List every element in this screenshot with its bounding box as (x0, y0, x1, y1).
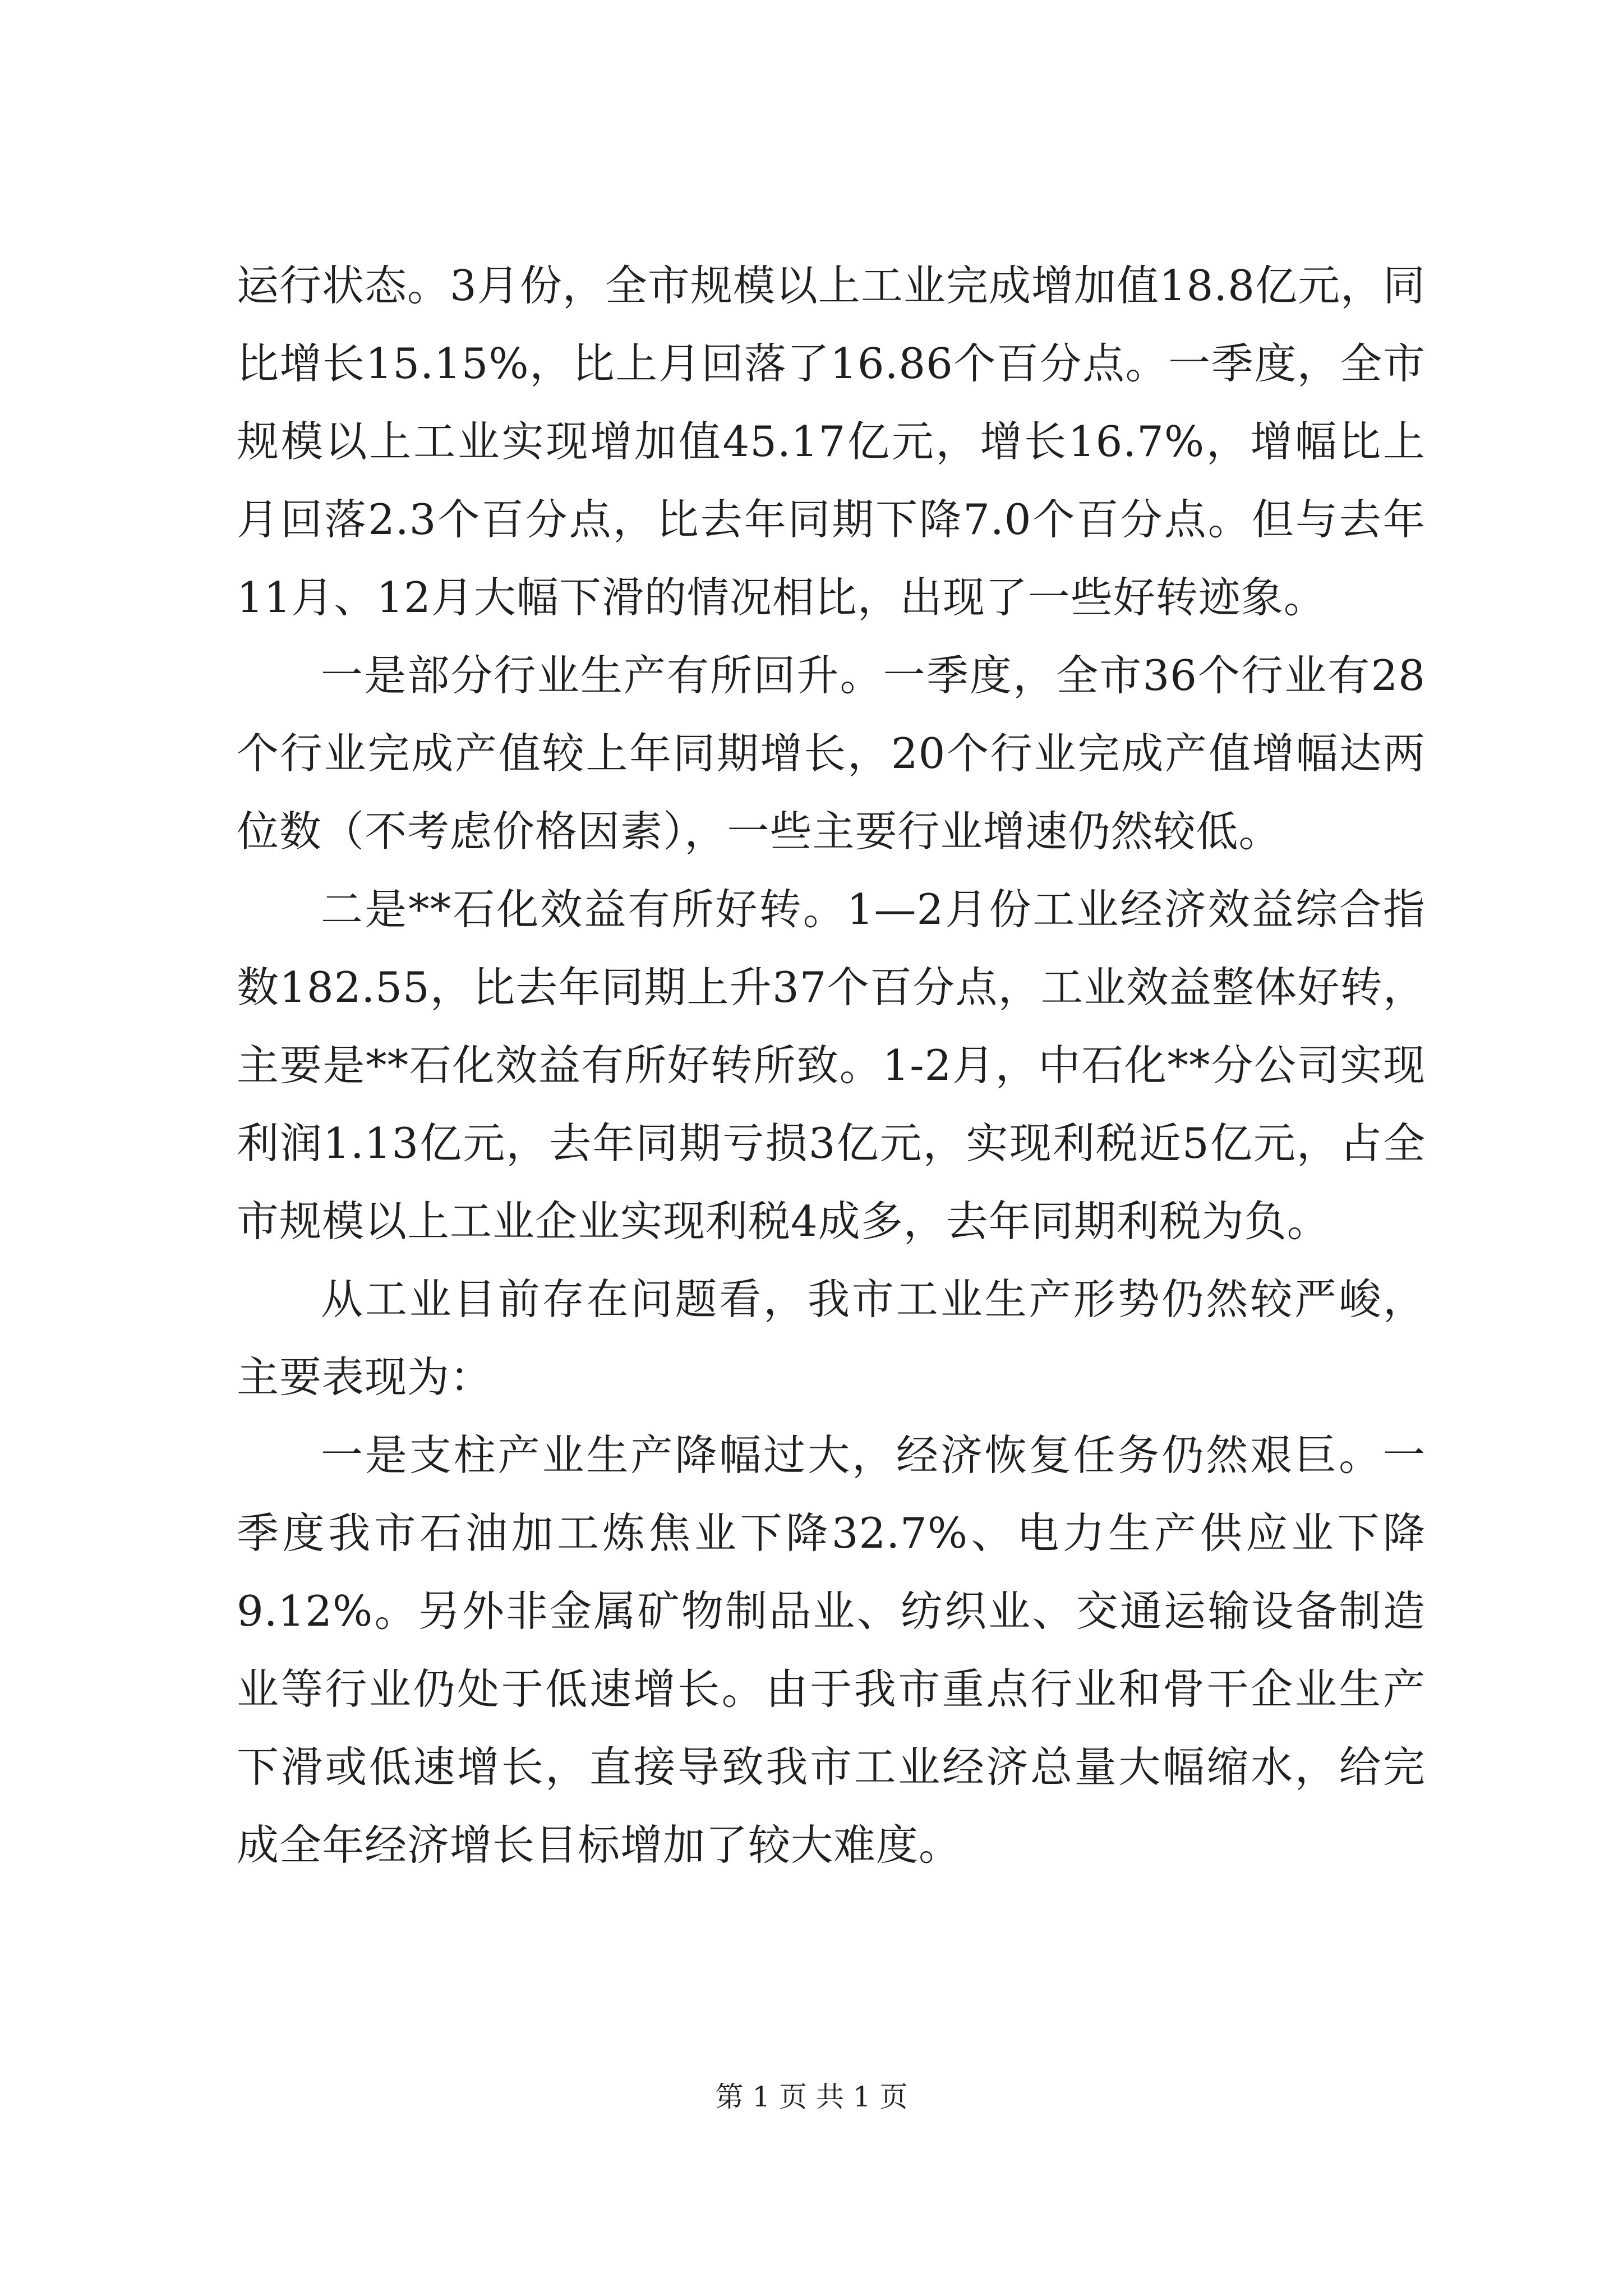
page-footer: 第 1 页 共 1 页 (715, 2081, 908, 2113)
paragraph-2: 一是部分行业生产有所回升。一季度，全市36个行业有28个行业完成产值较上年同期增长，20个行业完成产值增幅达两位数（不考虑价格因素），一些主要行业增速仍然较低。 (237, 651, 1426, 856)
document-body (237, 247, 1426, 1884)
paragraph-5: 一是支柱产业生产降幅过大，经济恢复任务仍然艰巨。一季度我市石油加工炼焦业下降32.7%、电力生产供应业下降9.12%。另外非金属矿物制品业、纺织业、交通运输设备制造业等行业仍处于低速增长。由于我市重点行业和骨干企业生产下滑或低速增长，直接导致我市工业经济总量大幅缩水，给完成全年经济增长目标增加了较大难度。 (237, 1430, 1426, 1870)
paragraph-1: 运行状态。3月份，全市规模以上工业完成增加值18.8亿元，同比增长15.15%，比上月回落了16.86个百分点。一季度，全市规模以上工业实现增加值45.17亿元，增长16.7%，增幅比上月回落2.3个百分点，比去年同期下降7.0个百分点。但与去年11月、12月大幅下滑的情况相比，出现了一些好转迹象。 (237, 261, 1426, 622)
paragraph-3: 二是**石化效益有所好转。1—2月份工业经济效益综合指数182.55，比去年同期上升37个百分点，工业效益整体好转，主要是**石化效益有所好转所致。1-2月，中石化**分公司实现利润1.13亿元，去年同期亏损3亿元，实现利税近5亿元，占全市规模以上工业企业实现利税4成多，去年同期利税为负。 (237, 885, 1426, 1246)
paragraph-4: 从工业目前存在问题看，我市工业生产形势仍然较严峻，主要表现为： (237, 1274, 1426, 1402)
